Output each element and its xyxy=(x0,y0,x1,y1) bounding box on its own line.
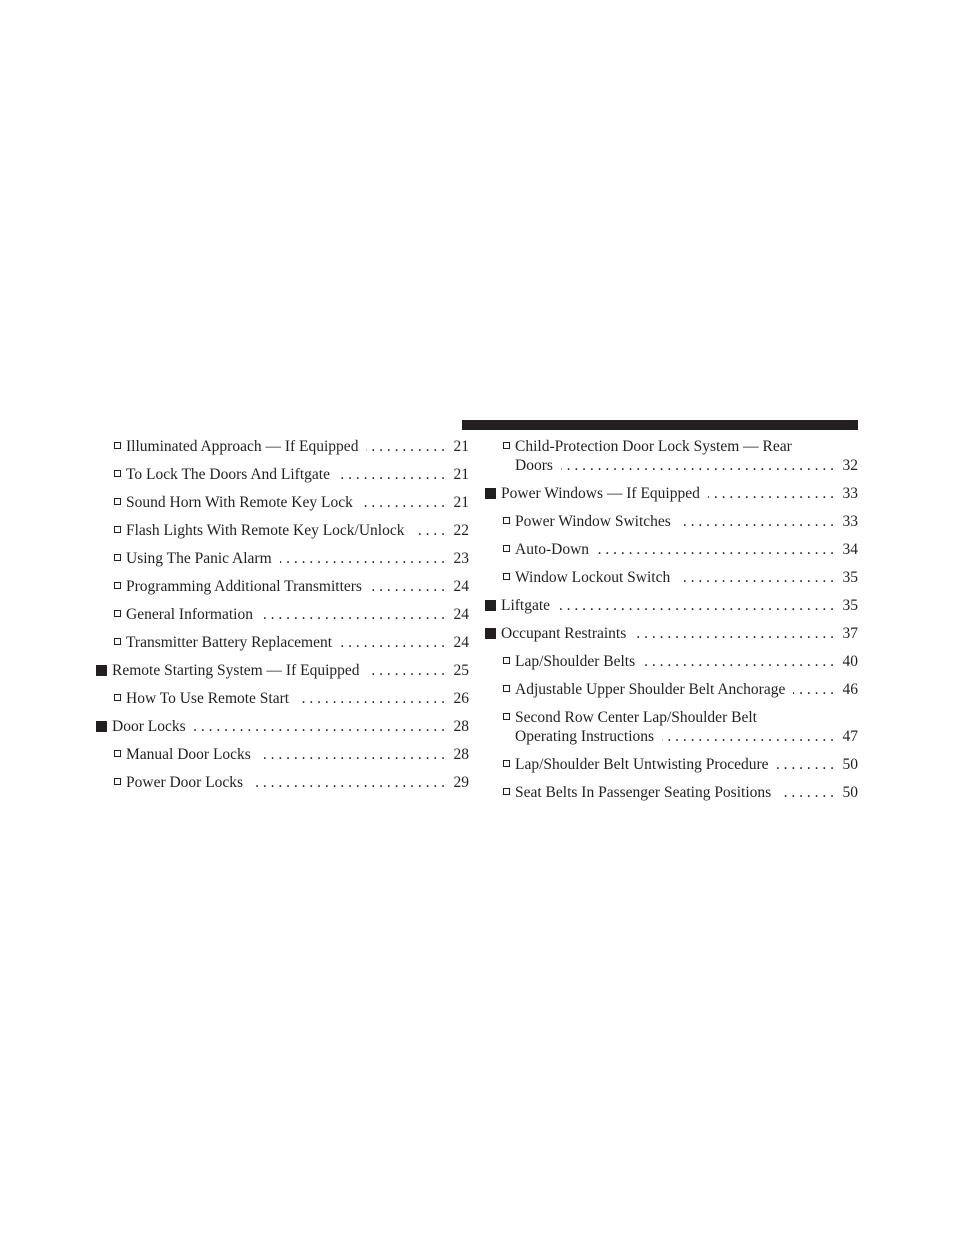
toc-entry-title: Door Locks xyxy=(112,718,186,735)
toc-entry-title: Auto-Down xyxy=(515,541,590,558)
toc-entry-line xyxy=(515,568,858,587)
toc-entry-line xyxy=(126,493,469,512)
toc-entry-page-number: 34 xyxy=(842,541,858,558)
hollow-square-bullet-icon xyxy=(114,610,121,617)
dot-leader xyxy=(779,783,834,802)
toc-entry-title: Window Lockout Switch xyxy=(515,569,671,586)
toc-entry-general-information[interactable] xyxy=(96,605,469,624)
toc-entry-page-number: 29 xyxy=(453,774,469,791)
toc-entry-adjustable-upper-shoulder-belt-anchorage[interactable] xyxy=(485,680,858,699)
toc-entry-page-number: 32 xyxy=(842,457,858,474)
dot-leader xyxy=(370,577,445,596)
toc-entry-line xyxy=(126,633,469,652)
toc-entry-page-number: 24 xyxy=(453,606,469,623)
toc-entry-using-the-panic-alarm[interactable] xyxy=(96,549,469,568)
toc-entry-page-number: 40 xyxy=(842,653,858,670)
hollow-square-bullet-icon xyxy=(114,638,121,645)
toc-entry-line xyxy=(126,577,469,596)
toc-entry-line xyxy=(126,437,469,456)
toc-entry-page-number: 28 xyxy=(453,746,469,763)
filled-square-bullet-icon xyxy=(96,665,107,676)
hollow-square-bullet-icon xyxy=(503,760,510,767)
toc-entry-title: Using The Panic Alarm xyxy=(126,550,272,567)
toc-entry-transmitter-battery-replacement[interactable] xyxy=(96,633,469,652)
filled-square-bullet-icon xyxy=(485,488,496,499)
toc-entry-title: Flash Lights With Remote Key Lock/Unlock xyxy=(126,522,405,539)
dot-leader xyxy=(413,521,446,540)
toc-entry-manual-door-locks[interactable] xyxy=(96,745,469,764)
toc-entry-page-number: 47 xyxy=(842,728,858,745)
toc-entry-power-door-locks[interactable] xyxy=(96,773,469,792)
toc-entry-lap-shoulder-belt-untwisting-procedure[interactable] xyxy=(485,755,858,774)
hollow-square-bullet-icon xyxy=(114,526,121,533)
toc-entry-power-windows-if-equipped[interactable] xyxy=(485,484,858,503)
hollow-square-bullet-icon xyxy=(503,788,510,795)
toc-entry-remote-starting-system-if-equipped[interactable] xyxy=(96,661,469,680)
toc-entry-lap-shoulder-belts[interactable] xyxy=(485,652,858,671)
toc-entry-page-number: 50 xyxy=(842,756,858,773)
toc-entry-page-number: 28 xyxy=(453,718,469,735)
toc-entry-title: Liftgate xyxy=(501,597,551,614)
toc-entry-page-number: 50 xyxy=(842,784,858,801)
toc-entry-title: Power Window Switches xyxy=(515,513,671,530)
toc-entry-line xyxy=(515,783,858,802)
hollow-square-bullet-icon xyxy=(503,442,510,449)
toc-entry-page-number: 33 xyxy=(842,513,858,530)
toc-entry-page-number: 46 xyxy=(842,681,858,698)
toc-entry-illuminated-approach-if-equipped[interactable] xyxy=(96,437,469,456)
toc-entry-page-number: 21 xyxy=(453,466,469,483)
dot-leader xyxy=(297,689,445,708)
toc-entry-title: Adjustable Upper Shoulder Belt Anchorage xyxy=(515,681,786,698)
dot-leader xyxy=(793,680,834,699)
toc-entry-line xyxy=(126,689,469,708)
dot-leader xyxy=(662,727,834,746)
toc-entry-flash-lights-with-remote-key-lock-unlock[interactable] xyxy=(96,521,469,540)
toc-entry-line xyxy=(126,549,469,568)
dot-leader xyxy=(558,596,834,615)
filled-square-bullet-icon xyxy=(96,721,107,732)
toc-entry-power-window-switches[interactable] xyxy=(485,512,858,531)
toc-entry-programming-additional-transmitters[interactable] xyxy=(96,577,469,596)
toc-entry-page-number: 35 xyxy=(842,569,858,586)
hollow-square-bullet-icon xyxy=(114,498,121,505)
toc-entry-title: Lap/Shoulder Belts xyxy=(515,653,636,670)
dot-leader xyxy=(261,605,445,624)
toc-entry-page-number: 26 xyxy=(453,690,469,707)
hollow-square-bullet-icon xyxy=(503,657,510,664)
toc-entry-line xyxy=(126,465,469,484)
dot-leader xyxy=(361,493,445,512)
dot-leader xyxy=(777,755,834,774)
dot-leader xyxy=(678,568,834,587)
toc-entry-page-number: 25 xyxy=(453,662,469,679)
hollow-square-bullet-icon xyxy=(114,442,121,449)
toc-entry-line xyxy=(112,717,469,736)
dot-leader xyxy=(338,465,445,484)
toc-column-right xyxy=(485,437,858,811)
hollow-square-bullet-icon xyxy=(114,554,121,561)
toc-entry-line xyxy=(515,708,858,727)
hollow-square-bullet-icon xyxy=(503,517,510,524)
dot-leader xyxy=(634,624,834,643)
toc-entry-line xyxy=(501,484,858,503)
toc-entry-liftgate[interactable] xyxy=(485,596,858,615)
toc-entry-page-number: 37 xyxy=(842,625,858,642)
toc-entry-title: Occupant Restraints xyxy=(501,625,627,642)
toc-entry-child-protection-door-lock-system-rear[interactable] xyxy=(485,437,858,475)
toc-entry-door-locks[interactable] xyxy=(96,717,469,736)
toc-entry-title: Power Windows — If Equipped xyxy=(501,485,700,502)
toc-entry-title: Child-Protection Door Lock System — Rear xyxy=(515,438,792,455)
toc-entry-title: Seat Belts In Passenger Seating Positions xyxy=(515,784,772,801)
toc-entry-title: How To Use Remote Start xyxy=(126,690,290,707)
toc-entry-how-to-use-remote-start[interactable] xyxy=(96,689,469,708)
toc-entry-title-continued: Doors xyxy=(515,457,553,474)
toc-entry-page-number: 21 xyxy=(453,494,469,511)
toc-entry-page-number: 35 xyxy=(842,597,858,614)
filled-square-bullet-icon xyxy=(485,600,496,611)
dot-leader xyxy=(679,512,834,531)
toc-entry-title: Remote Starting System — If Equipped xyxy=(112,662,360,679)
toc-entry-line xyxy=(515,512,858,531)
hollow-square-bullet-icon xyxy=(114,694,121,701)
toc-entry-line xyxy=(515,680,858,699)
toc-entry-page-number: 23 xyxy=(453,550,469,567)
filled-square-bullet-icon xyxy=(485,628,496,639)
toc-entry-title: Second Row Center Lap/Shoulder Belt xyxy=(515,709,757,726)
toc-entry-seat-belts-in-passenger-seating-positions[interactable] xyxy=(485,783,858,802)
toc-entry-line xyxy=(515,456,858,475)
dot-leader xyxy=(561,456,834,475)
toc-entry-page-number: 24 xyxy=(453,578,469,595)
toc-entry-line xyxy=(515,437,858,456)
toc-entry-line xyxy=(126,521,469,540)
dot-leader xyxy=(368,661,445,680)
toc-entry-auto-down[interactable] xyxy=(485,540,858,559)
toc-entry-title: Lap/Shoulder Belt Untwisting Procedure xyxy=(515,756,769,773)
toc-entry-line xyxy=(515,727,858,746)
hollow-square-bullet-icon xyxy=(114,778,121,785)
dot-leader xyxy=(194,717,445,736)
toc-entry-sound-horn-with-remote-key-lock[interactable] xyxy=(96,493,469,512)
toc-entry-to-lock-the-doors-and-liftgate[interactable] xyxy=(96,465,469,484)
toc-column-left xyxy=(96,437,469,801)
toc-entry-page-number: 33 xyxy=(842,485,858,502)
dot-leader xyxy=(708,484,834,503)
toc-entry-title: General Information xyxy=(126,606,253,623)
dot-leader xyxy=(280,549,445,568)
hollow-square-bullet-icon xyxy=(503,685,510,692)
hollow-square-bullet-icon xyxy=(503,573,510,580)
toc-entry-page-number: 21 xyxy=(453,438,469,455)
toc-entry-title: Power Door Locks xyxy=(126,774,244,791)
hollow-square-bullet-icon xyxy=(114,470,121,477)
hollow-square-bullet-icon xyxy=(114,750,121,757)
toc-entry-window-lockout-switch[interactable] xyxy=(485,568,858,587)
toc-entry-page-number: 24 xyxy=(453,634,469,651)
toc-entry-line xyxy=(126,745,469,764)
toc-entry-title: Manual Door Locks xyxy=(126,746,251,763)
toc-entry-title: Transmitter Battery Replacement xyxy=(126,634,333,651)
toc-entry-title: To Lock The Doors And Liftgate xyxy=(126,466,330,483)
toc-entry-line xyxy=(126,605,469,624)
toc-entry-line xyxy=(515,652,858,671)
hollow-square-bullet-icon xyxy=(503,713,510,720)
dot-leader xyxy=(251,773,445,792)
toc-entry-second-row-center-lap-shoulder-belt[interactable] xyxy=(485,708,858,746)
dot-leader xyxy=(366,437,445,456)
header-rule xyxy=(462,420,858,430)
toc-entry-page-number: 22 xyxy=(453,522,469,539)
toc-entry-line xyxy=(515,540,858,559)
toc-entry-title-continued: Operating Instructions xyxy=(515,728,655,745)
toc-entry-line xyxy=(515,755,858,774)
toc-entry-title: Illuminated Approach — If Equipped xyxy=(126,438,359,455)
toc-entry-line xyxy=(501,624,858,643)
dot-leader xyxy=(259,745,445,764)
toc-entry-title: Sound Horn With Remote Key Lock xyxy=(126,494,353,511)
dot-leader xyxy=(340,633,445,652)
hollow-square-bullet-icon xyxy=(503,545,510,552)
toc-entry-occupant-restraints[interactable] xyxy=(485,624,858,643)
toc-entry-line xyxy=(501,596,858,615)
hollow-square-bullet-icon xyxy=(114,582,121,589)
toc-entry-line xyxy=(112,661,469,680)
toc-entry-title: Programming Additional Transmitters xyxy=(126,578,362,595)
dot-leader xyxy=(643,652,834,671)
toc-entry-line xyxy=(126,773,469,792)
dot-leader xyxy=(597,540,834,559)
